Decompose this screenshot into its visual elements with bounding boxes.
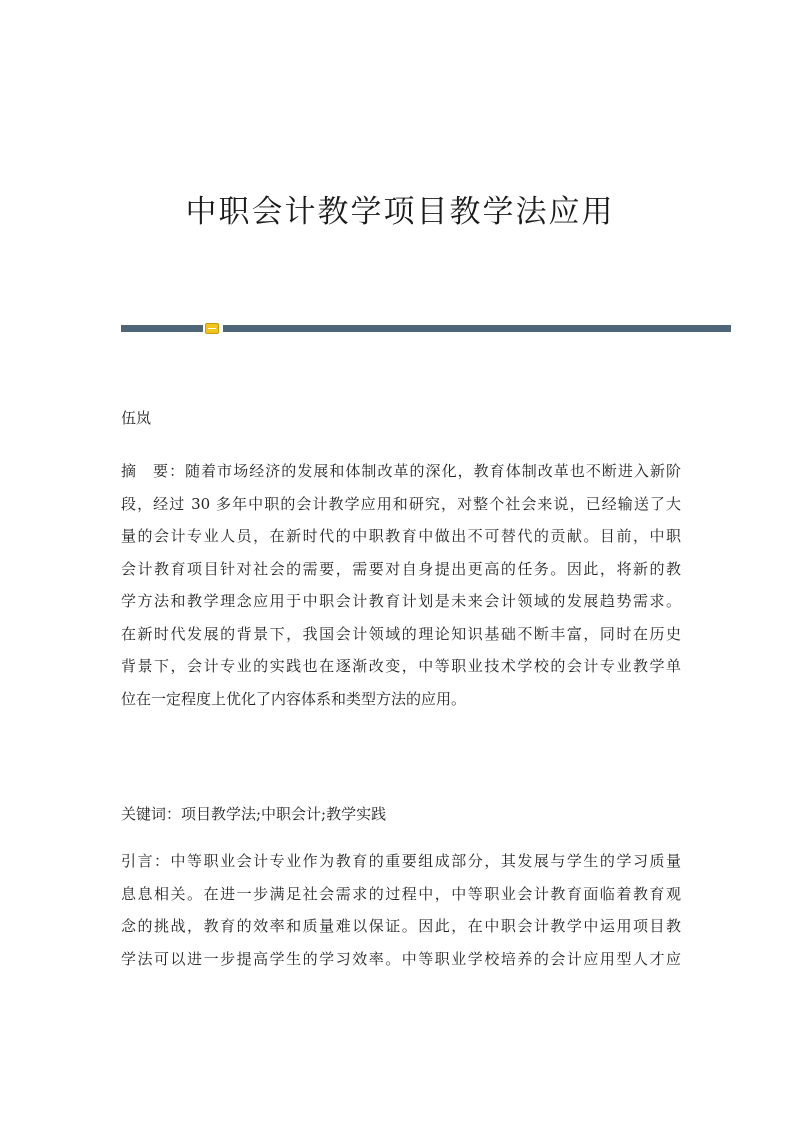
divider-emblem-icon xyxy=(205,323,219,334)
document-title: 中职会计教学项目教学法应用 xyxy=(185,194,615,230)
abstract-line: 量的会计专业人员，在新时代的中职教育中做出不可替代的贡献。目前，中职 xyxy=(121,527,681,545)
keywords-line xyxy=(121,798,681,831)
intro-line: 息息相关。在进一步满足社会需求的过程中，中等职业会计教育面临着教育观 xyxy=(121,884,681,903)
keywords-text: 关键词：项目教学法;中职会计;教学实践 xyxy=(121,805,387,823)
title-divider-left xyxy=(121,325,203,332)
author-name: 伍岚 xyxy=(121,409,152,427)
abstract-line: 会计教育项目针对社会的需要，需要对自身提出更高的任务。因此，将新的教 xyxy=(121,559,681,578)
abstract-line: 在新时代发展的背景下，我国会计领域的理论知识基础不断丰富，同时在历史 xyxy=(121,624,681,643)
abstract-paragraph xyxy=(121,455,681,715)
abstract-line: 学方法和教学理念应用于中职会计教育计划是未来会计领域的发展趋势需求。 xyxy=(121,592,681,610)
abstract-line: 位在一定程度上优化了内容体系和类型方法的应用。 xyxy=(121,689,467,708)
abstract-line: 段，经过 30 多年中职的会计教学应用和研究，对整个社会来说，已经输送了大 xyxy=(121,494,681,513)
intro-line: 引言：中等职业会计专业作为教育的重要组成部分，其发展与学生的学习质量 xyxy=(121,852,681,870)
intro-line: 念的挑战，教育的效率和质量难以保证。因此，在中职会计教学中运用项目教 xyxy=(121,917,681,935)
title-divider-right xyxy=(223,325,731,332)
abstract-line: 摘 要：随着市场经济的发展和体制改革的深化，教育体制改革也不断进入新阶 xyxy=(121,462,681,480)
intro-line: 学法可以进一步提高学生的学习效率。中等职业学校培养的会计应用型人才应 xyxy=(121,949,681,968)
introduction-paragraph xyxy=(121,845,681,975)
abstract-line: 背景下，会计专业的实践也在逐渐改变，中等职业技术学校的会计专业教学单 xyxy=(121,657,681,675)
